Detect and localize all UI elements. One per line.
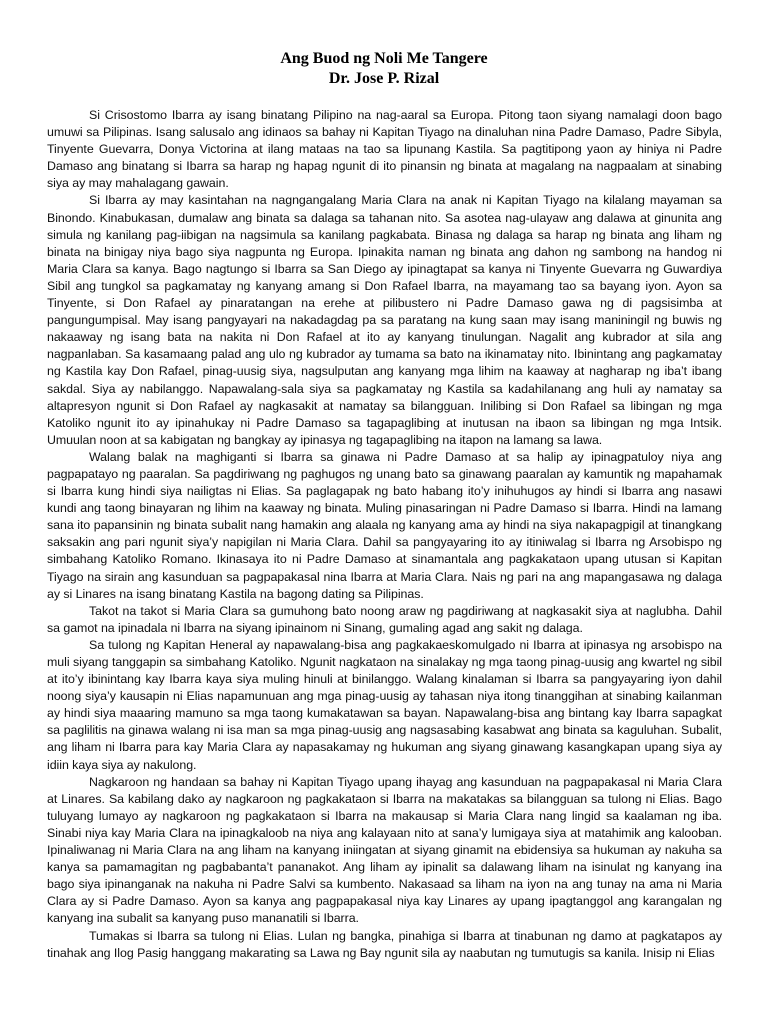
document-title: Ang Buod ng Noli Me Tangere	[280, 50, 488, 67]
document-header	[0, 49, 768, 89]
paragraph: Si Crisostomo Ibarra ay isang binatang Pilipino na nag-aaral sa Europa. Pitong taon siyang namalagi doon bago umuwi sa Pilipinas. Isang salusalo ang idinaos sa bahay ni Kapitan Tiyago na dinaluhan nina Padre Damaso, Padre Sibyla, Tinyente Guevarra, Donya Victorina at ilang mataas na tao sa lipunang Kastila. Sa pagtitipong yaon ay hiniya ni Padre Damaso ang binatang si Ibarra sa harap ng hapag ngunit di ito pinansin ng binata at magalang na nagpaalam at sinabing siya ay may mahalagang gawain.	[47, 108, 722, 191]
paragraph: Takot na takot si Maria Clara sa gumuhong bato noong araw ng pagdiriwang at nagkasakit siya at naglubha. Dahil sa gamot na ipinadala ni Ibarra na siyang ipinainom ni Sinang, gumaling agad ang sakit ng dalaga.	[47, 603, 722, 635]
document-body	[47, 107, 722, 962]
paragraph: Sa tulong ng Kapitan Heneral ay napawalang-bisa ang pagkakaeskomulgado ni Ibarra at ipinasya ng arsobispo na muli siyang tanggapin sa simbahang Katoliko. Ngunit nagkataon na sinalakay ng mga taong pinag-uusig ang kwartel ng sibil at ito’y ibinintang kay Ibarra kaya siya muling hinuli at binilanggo. Walang kinalaman si Ibarra sa pangyayaring iyon dahil noong siya’y kausapin ni Elias napamunuan ang mga pinag-uusig ay tahasan niya itong tinanggihan at sinabing kailanman ay hindi siya maaaring mamuno sa mga taong kumakatawan sa bayan. Napawalang-bisa ang bintang kay Ibarra sapagkat sa paglilitis na ginawa walang ni isa man sa mga pinag-uusig ang nagsasabing kasabwat ang binata sa kaguluhan. Subalit, ang liham ni Ibarra para kay Maria Clara ay napasakamay ng hukuman ang siyang ginawang kasangkapan upang siya ay idiin kaya siya ay nakulong.	[47, 637, 722, 772]
paragraph: Si Ibarra ay may kasintahan na nagngangalang Maria Clara na anak ni Kapitan Tiyago na kilalang mayaman sa Binondo. Kinabukasan, dumalaw ang binata sa dalaga sa tahanan nito. Sa asotea nag-ulayaw ang dalawa at ginunita ang simula ng kanilang pag-iibigan na nagsimula sa kanilang pagkabata. Binasa ng dalaga sa harap ng binata ang liham ng binata na binigay niya bago siya nagpunta ng Europa. Ipinakita naman ng binata ang dahon ng sambong na handog ni Maria Clara sa kanya. Bago nagtungo si Ibarra sa San Diego ay ipinagtapat sa kanya ni Tinyente Guevarra ng Guwardiya Sibil ang tungkol sa pagkamatay ng kanyang amang si Don Rafael Ibarra, na mayamang tao sa bayang iyon. Ayon sa Tinyente, si Don Rafael ay pinaratangan na erehe at pilibustero ni Padre Damaso gawa ng di pagsisimba at pangungumpisal. May isang pangyayari na nakadagdag pa sa paratang na kung saan may isang maniningil ng buwis ng nakaaway ng isang bata na nakita ni Don Rafael at ito ay kanyang tinulungan. Nagalit ang kubrador at sila ang nagpanlaban. Sa kasamaang palad ang ulo ng kubrador ay tumama sa bato na ikinamatay nito. Ibinintang ang pagkamatay ng Kastila kay Don Rafael, pinag-uusig siya, nagsulputan ang kanyang mga lihim na kaaway at nagharap ng iba’t ibang sakdal. Siya ay nabilanggo. Napawalang-sala siya sa pagkamatay ng Kastila sa kadahilanang ang huli ay namatay sa altapresyon ngunit si Don Rafael ay nagkasakit at namatay sa bilangguan. Inilibing si Don Rafael sa libingan ng mga Katoliko ngunit ito ay ipinahukay ni Padre Damaso sa tagapaglibing at inutusan na ibaon sa libingan ng mga Intsik. Umuulan noon at sa kabigatan ng bangkay ay ipinasya ng tagapaglibing na itapon na lamang sa lawa.	[47, 193, 722, 447]
paragraph: Tumakas si Ibarra sa tulong ni Elias. Lulan ng bangka, pinahiga si Ibarra at tinabunan ng damo at pagkatapos ay tinahak ang Ilog Pasig hanggang makarating sa Lawa ng Bay ngunit sila ay naabutan ng tumutugis sa kanila. Inisip ni Elias	[47, 928, 722, 960]
paragraph: Walang balak na maghiganti si Ibarra sa ginawa ni Padre Damaso at sa halip ay ipinagpatuloy niya ang pagpapatayo ng paaralan. Sa pagdiriwang ng paghugos ng unang bato sa ginawang paaralan ay kamuntik ng mapahamak si Ibarra kung hindi siya nailigtas ni Elias. Sa paglagapak ng bato habang ito’y inihuhugos ay hindi si Ibarra ang nasawi kundi ang taong binayaran ng lihim na kaaway ng binata. Muling pinasaringan ni Padre Damaso si Ibarra. Hindi na lamang sana ito papansinin ng binata subalit nang hamakin ang alaala ng kanyang ama ay hindi na siya nakapagpigil at tinangkang saksakin ang pari ngunit siya’y napigilan ni Maria Clara. Dahil sa pangyayaring ito ay itiniwalag si Ibarra ng Arsobispo ng simbahang Katoliko Romano. Ikinasaya ito ni Padre Damaso at sinamantala ang pagkakataon upang utusan si Kapitan Tiyago na sirain ang kasunduan sa pagpapakasal nina Ibarra at Maria Clara. Nais ng pari na ang mapangasawa ng dalaga ay si Linares na isang binatang Kastila na bagong dating sa Pilipinas.	[47, 449, 722, 601]
paragraph: Nagkaroon ng handaan sa bahay ni Kapitan Tiyago upang ihayag ang kasunduan na pagpapakasal ni Maria Clara at Linares. Sa kabilang dako ay nagkaroon ng pagkakataon si Ibarra na makatakas sa bilangguan sa tulong ni Elias. Bago tuluyang lumayo ay nagkaroon ng pagkakataon si Ibarra na makausap si Maria Clara nang lingid sa kaalaman ng iba. Sinabi niya kay Maria Clara na ipinagkaloob na niya ang kalayaan nito at sana’y lumigaya siya at matahimik ang kalooban. Ipinaliwanag ni Maria Clara na ang liham na kanyang iniingatan at siyang ginamit na ebidensiya sa hukuman ay nakuha sa kanya sa pamamagitan ng pagbabanta’t pananakot. Ang liham ay ipinalit sa dalawang liham na isinulat ng kanyang ina bago siya ipinanganak na nakuha ni Padre Salvi sa kumbento. Nakasaad sa liham na iyon na ang tunay na ama ni Maria Clara ay si Padre Damaso. Ayon sa kanya ang pagpapakasal niya kay Linares ay upang ipagtanggol ang karangalan ng kanyang ina subalit sa kanyang puso mananatili si Ibarra.	[47, 774, 722, 926]
document-author: Dr. Jose P. Rizal	[328, 70, 440, 87]
